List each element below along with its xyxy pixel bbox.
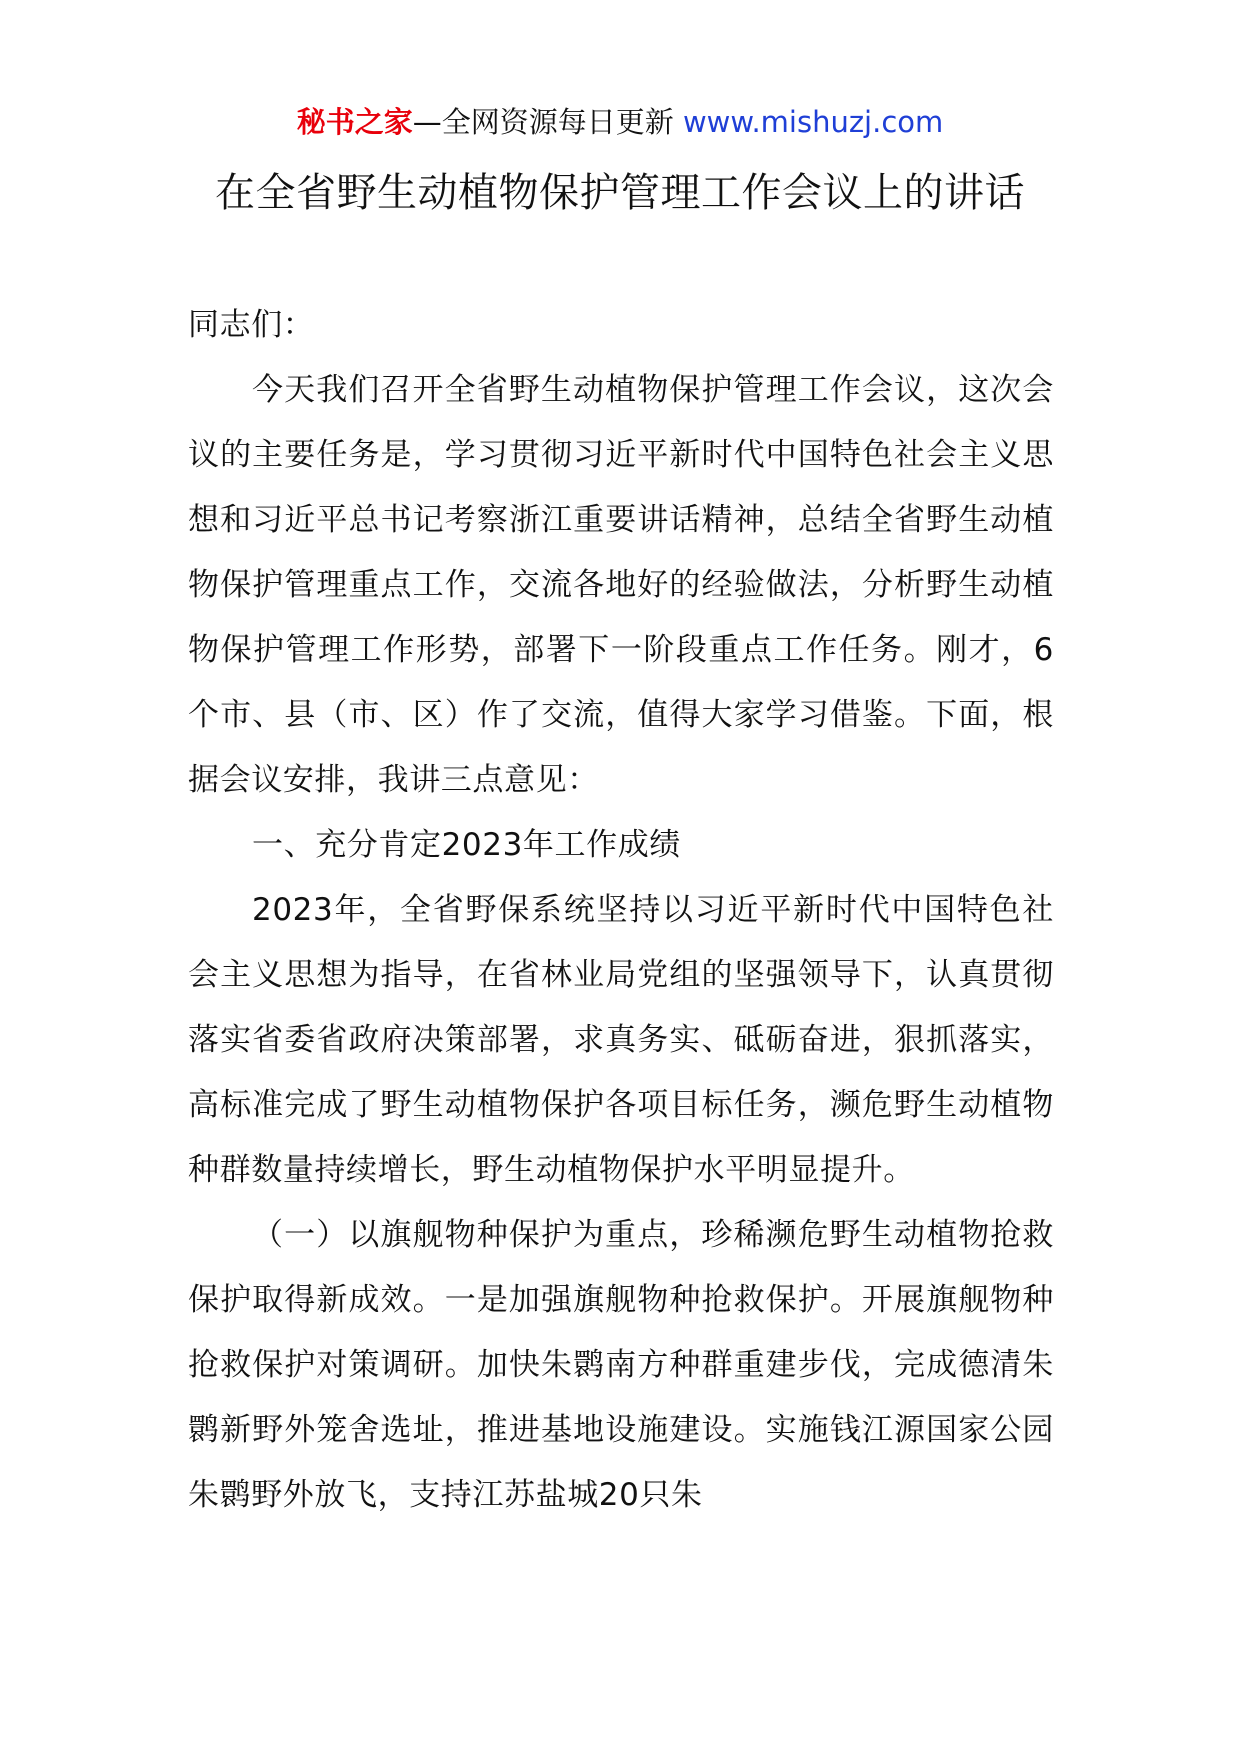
salutation: 同志们： xyxy=(188,307,315,343)
document-body xyxy=(188,293,1054,1528)
paragraph-achievements: 2023年，全省野保系统坚持以习近平新时代中国特色社会主义思想为指导，在省林业局党组的坚强领导下，认真贯彻落实省委省政府决策部署，求真务实、砥砺奋进，狠抓落实，高标准完成了野生动植物保护各项目标任务，濒危野生动植物种群数量持续增长，野生动植物保护水平明显提升。 xyxy=(188,892,1054,1188)
banner-brand: 秘书之家 xyxy=(296,105,413,139)
banner-slogan: —全网资源每日更新 xyxy=(412,105,683,139)
banner-url-link[interactable]: www.mishuzj.com xyxy=(682,105,944,139)
document-title: 在全省野生动植物保护管理工作会议上的讲话 xyxy=(215,170,1025,216)
paragraph-intro: 今天我们召开全省野生动植物保护管理工作会议，这次会议的主要任务是，学习贯彻习近平新时代中国特色社会主义思想和习近平总书记考察浙江重要讲话精神，总结全省野生动植物保护管理重点工作，交流各地好的经验做法，分析野生动植物保护管理工作形势，部署下一阶段重点工作任务。刚才，6个市、县（市、区）作了交流，值得大家学习借鉴。下面，根据会议安排，我讲三点意见： xyxy=(188,372,1054,798)
paragraph-subsection-1: （一）以旗舰物种保护为重点，珍稀濒危野生动植物抢救保护取得新成效。一是加强旗舰物种抢救保护。开展旗舰物种抢救保护对策调研。加快朱鹮南方种群重建步伐，完成德清朱鹮新野外笼舍选址，推进基地设施建设。实施钱江源国家公园朱鹮野外放飞，支持江苏盐城20只朱 xyxy=(188,1217,1054,1513)
section-heading-1: 一、充分肯定2023年工作成绩 xyxy=(252,827,681,863)
site-banner xyxy=(0,100,1240,144)
